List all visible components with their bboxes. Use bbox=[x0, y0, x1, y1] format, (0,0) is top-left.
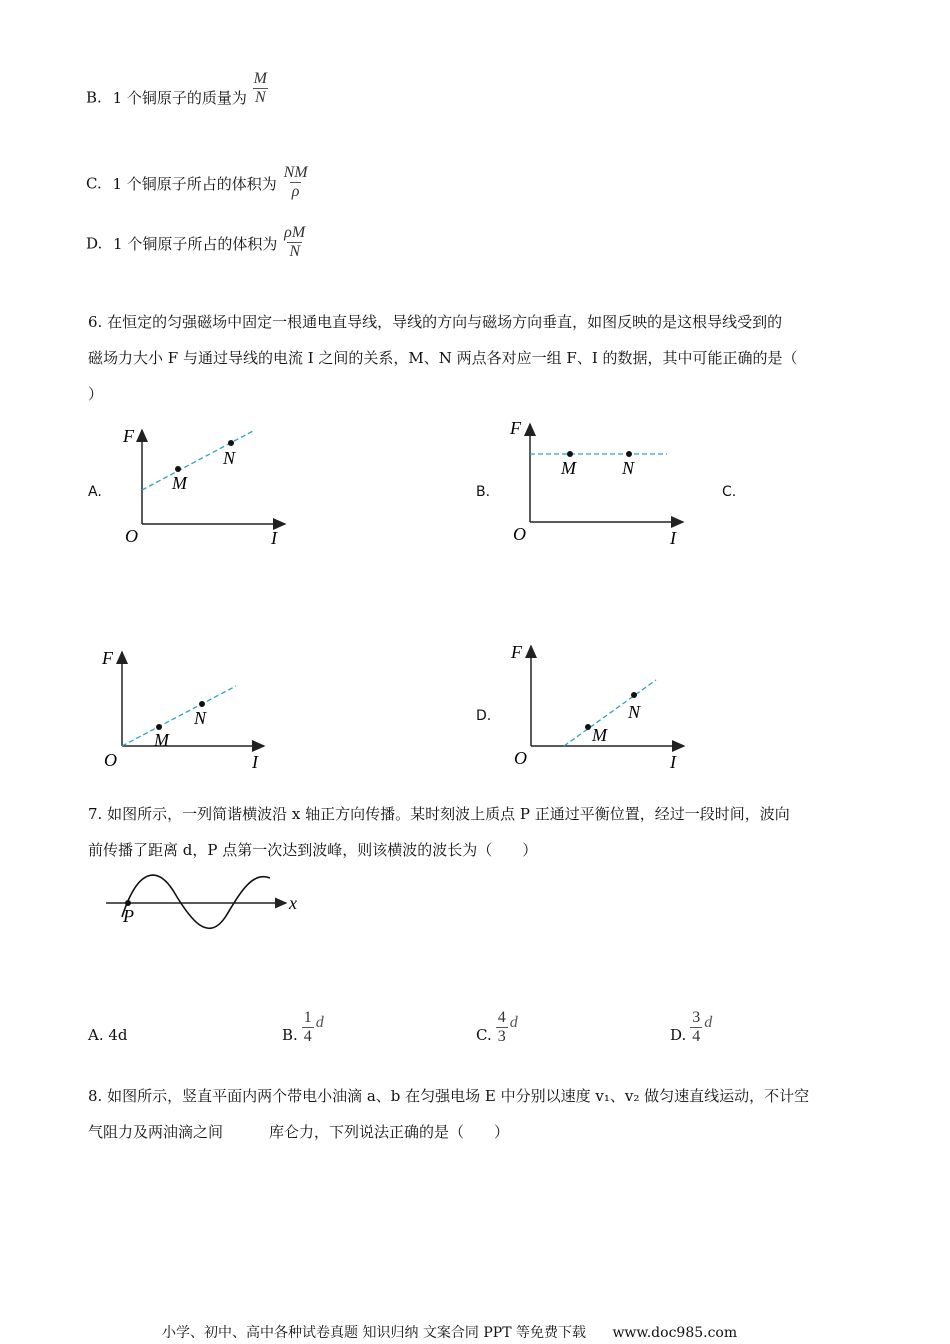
wave-curve bbox=[122, 875, 270, 928]
fraction bbox=[282, 164, 310, 201]
q5-option-b bbox=[86, 70, 269, 117]
option-label: D. bbox=[86, 234, 103, 253]
n-label: N bbox=[622, 458, 635, 478]
point-n bbox=[228, 440, 234, 446]
n-label: N bbox=[223, 448, 236, 468]
point-m bbox=[585, 724, 591, 730]
q8-line1: 8. 如图所示，竖直平面内两个带电小油滴 a、b 在匀强电场 E 中分别以速度 v₁、v₂ 做匀速直线运动，不计空 bbox=[88, 1087, 810, 1105]
option-text: 1 个铜原子的质量为 bbox=[112, 88, 247, 107]
graph-a bbox=[115, 420, 295, 550]
q7-option-d bbox=[670, 1000, 712, 1046]
q8-stem bbox=[88, 1078, 809, 1150]
q6-line1: 6. 在恒定的匀强磁场中固定一根通电直导线，导线的方向与磁场方向垂直，如图反映的是这根导线受到的 bbox=[88, 313, 783, 331]
point-m bbox=[567, 451, 573, 457]
option-label: C. bbox=[476, 1026, 492, 1044]
graph-c bbox=[96, 646, 276, 774]
option-label: A. 4d bbox=[88, 1026, 128, 1044]
fraction bbox=[496, 1009, 508, 1046]
denominator: 4 bbox=[303, 1028, 312, 1045]
q8-line2-part2: 库仑力，下列说法正确的是（ ） bbox=[269, 1123, 510, 1141]
q5-option-c bbox=[86, 166, 310, 203]
q6-line2: 磁场力大小 F 与通过导线的电流 I 之间的关系，M、N 两点各对应一组 F、I 的数据，其中可能正确的是（ bbox=[88, 349, 798, 367]
q7-line1: 7. 如图所示，一列简谐横波沿 x 轴正方向传播。某时刻波上质点 P 正通过平衡位置，经过一段时间，波向 bbox=[88, 805, 790, 823]
graph-b bbox=[505, 416, 695, 550]
denominator: ρ bbox=[291, 183, 300, 200]
x-axis-label: I bbox=[670, 528, 676, 548]
q7-stem bbox=[88, 796, 790, 868]
origin-label: O bbox=[513, 524, 526, 544]
option-text: 1 个铜原子所占的体积为 bbox=[112, 174, 277, 193]
option-label: C. bbox=[86, 174, 102, 193]
y-axis-label: F bbox=[102, 648, 113, 668]
fraction bbox=[302, 1009, 314, 1046]
graph-d bbox=[506, 640, 696, 774]
q6-line3: ） bbox=[88, 385, 104, 403]
n-label: N bbox=[194, 708, 207, 728]
dashed-line bbox=[142, 430, 255, 490]
m-label: M bbox=[154, 730, 169, 750]
fraction bbox=[252, 70, 269, 107]
option-text: 1 个铜原子所占的体积为 bbox=[113, 234, 278, 253]
footer bbox=[162, 1322, 737, 1342]
x-axis-label: x bbox=[289, 893, 297, 913]
footer-link[interactable]: www.doc985.com bbox=[612, 1325, 738, 1341]
q8-line2-part1: 气阻力及两油滴之间 bbox=[88, 1123, 224, 1141]
option-label: B. bbox=[282, 1026, 298, 1044]
option-label: D. bbox=[670, 1026, 687, 1044]
numerator: ρM bbox=[284, 224, 306, 241]
point-m bbox=[175, 466, 181, 472]
option-label: B. bbox=[86, 88, 102, 107]
y-axis-label: F bbox=[123, 426, 134, 446]
denominator: 3 bbox=[497, 1028, 506, 1045]
q7-line2: 前传播了距离 d，P 点第一次达到波峰，则该横波的波长为（ ） bbox=[88, 841, 538, 859]
origin-label: O bbox=[514, 748, 527, 768]
dashed-line bbox=[564, 680, 656, 746]
m-label: M bbox=[592, 725, 607, 745]
variable: d bbox=[704, 1014, 713, 1031]
dashed-line bbox=[122, 686, 236, 746]
q7-option-b bbox=[282, 1000, 324, 1046]
q6-stem bbox=[88, 304, 798, 412]
x-axis-label: I bbox=[252, 752, 258, 772]
origin-label: O bbox=[125, 526, 138, 546]
y-axis-label: F bbox=[510, 418, 521, 438]
x-axis-label: I bbox=[670, 752, 676, 772]
variable: d bbox=[315, 1014, 324, 1031]
variable: d bbox=[509, 1014, 518, 1031]
numerator: 4 bbox=[497, 1009, 506, 1026]
numerator: M bbox=[253, 70, 267, 87]
numerator: 3 bbox=[692, 1009, 701, 1026]
y-axis-label: F bbox=[511, 642, 522, 662]
p-label: P bbox=[123, 906, 134, 926]
n-label: N bbox=[628, 702, 641, 722]
m-label: M bbox=[172, 473, 187, 493]
point-n bbox=[199, 701, 205, 707]
denominator: N bbox=[255, 89, 266, 106]
point-n bbox=[631, 692, 637, 698]
q6-option-a-label: A. bbox=[88, 484, 102, 500]
wave-figure bbox=[100, 866, 310, 936]
fraction bbox=[282, 224, 307, 261]
numerator: NM bbox=[283, 164, 308, 181]
q8-line2 bbox=[88, 1114, 809, 1150]
x-axis-label: I bbox=[271, 528, 277, 548]
denominator: 4 bbox=[692, 1028, 701, 1045]
m-label: M bbox=[561, 458, 576, 478]
q5-option-d bbox=[86, 226, 307, 263]
footer-text: 小学、初中、高中各种试卷真题 知识归纳 文案合同 PPT 等免费下载 bbox=[162, 1325, 586, 1341]
origin-label: O bbox=[104, 750, 117, 770]
numerator: 1 bbox=[303, 1009, 312, 1026]
q6-option-d-label: D. bbox=[476, 708, 492, 724]
fraction bbox=[690, 1009, 702, 1046]
denominator: N bbox=[289, 243, 300, 260]
q7-option-a bbox=[88, 1024, 128, 1046]
q6-option-b-label: B. bbox=[476, 484, 491, 500]
point-n bbox=[626, 451, 632, 457]
q7-option-c bbox=[476, 1000, 518, 1046]
q6-option-c-label: C. bbox=[722, 484, 737, 500]
